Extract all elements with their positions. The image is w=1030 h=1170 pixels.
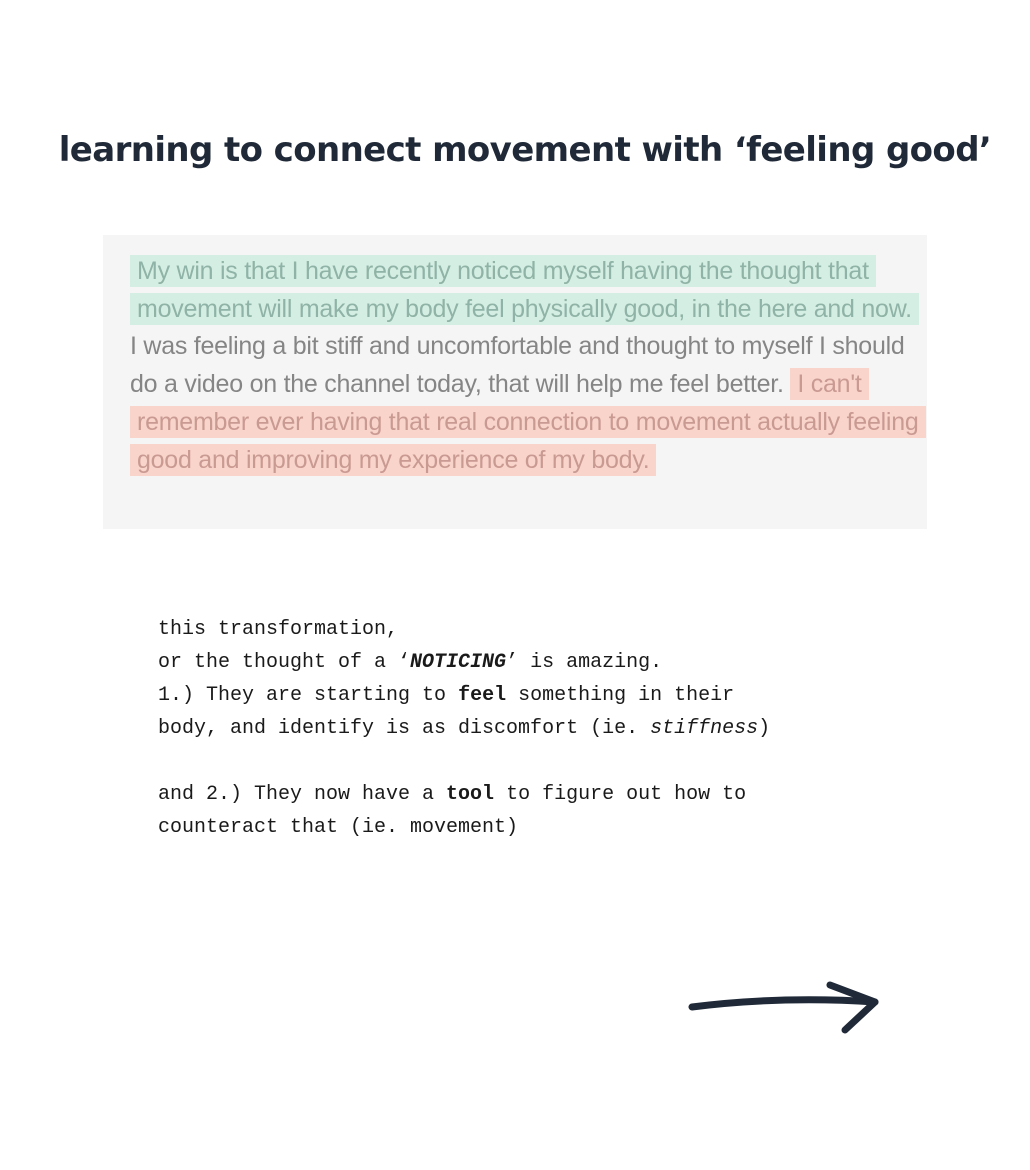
notes-line xyxy=(158,613,878,646)
notes-text: and 2.) They now have a xyxy=(158,783,447,806)
notes-text: body, and identify is as discomfort (ie. xyxy=(158,717,651,740)
notes-text: this transformation, xyxy=(158,618,399,641)
notes-text: 1.) They are starting to xyxy=(158,684,459,707)
notes-line xyxy=(158,712,878,745)
arrow-right-icon[interactable] xyxy=(680,975,890,1045)
notes-line xyxy=(158,646,878,679)
quote-highlight-red: I can't remember ever having that real connection to movement actually feeling good and improving my experience of my body. xyxy=(130,368,926,475)
feel-emphasis: feel xyxy=(458,684,507,707)
notes-text: or the thought of a ‘ xyxy=(158,651,411,674)
tool-emphasis: tool xyxy=(446,783,495,806)
notes-text: ’ is amazing. xyxy=(506,651,663,674)
notes-text: ) xyxy=(758,717,771,740)
quote-highlight-green: My win is that I have recently noticed myself having the thought that movement will make my body feel physically good, in the here and now. xyxy=(130,255,919,325)
notes-text: something in their xyxy=(506,684,735,707)
stiffness-emphasis: stiffness xyxy=(650,717,759,740)
notes-text: counteract that (ie. movement) xyxy=(158,816,519,839)
notes-line xyxy=(158,811,878,844)
commentary-notes xyxy=(158,613,878,844)
notes-spacer xyxy=(158,745,878,778)
notes-text: to figure out how to xyxy=(494,783,747,806)
page-title: learning to connect movement with ‘feeling good’ xyxy=(58,130,992,170)
noticing-emphasis: NOTICING xyxy=(410,651,507,674)
quote-plain-text: I was feeling a bit stiff and uncomfortable and thought to myself I should do a video on the channel today, that will help me feel better. xyxy=(130,332,905,399)
notes-line xyxy=(158,778,878,811)
testimonial-quote xyxy=(130,253,920,479)
notes-line xyxy=(158,679,878,712)
